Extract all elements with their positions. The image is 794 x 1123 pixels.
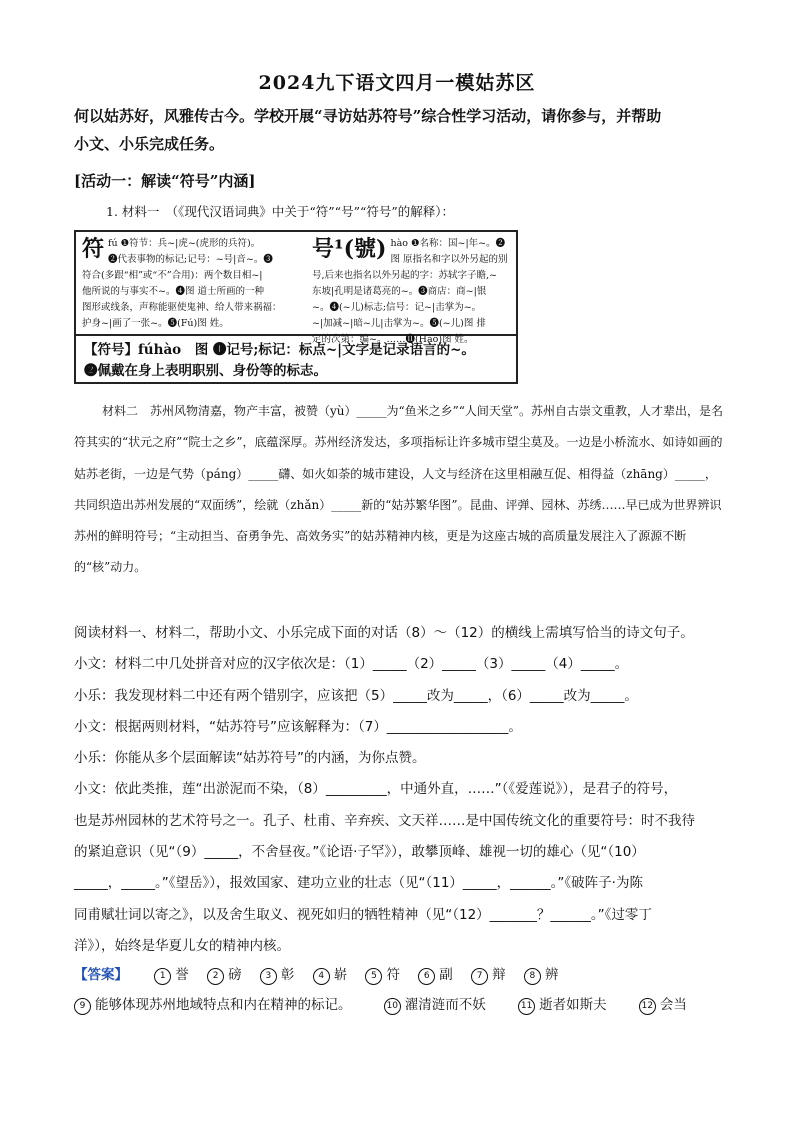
answer-item (365, 960, 400, 990)
material-2-paragraph: 材料二 苏州风物清嘉，物产丰富，被赞（yù）_____为“鱼米之乡”“人间天堂”。苏州自古崇文重教，人才辈出，是名符其实的“状元之府”“院士之乡”，底蕴深厚。苏州经济发达，多项指标让许多城市望尘莫及。一边是小桥流水、如诗如画的姑苏老街，一边是气势（páng）_____礴、如火如荼的城市建设，人文与经济在这里相融互促、相得益（zhāng）_____，共同织造出苏州发展的“双面绣”，绘就（zhǎn）_____新的“姑苏繁华图”。昆曲、评弹、园林、苏绣……早已成为世界辨识苏州的鲜明符号；“主动担当、奋勇争先、高效务实”的姑苏精神内核，更是为这座古城的高质量发展注入了源源不断的“核”动力。 (74, 404, 724, 575)
dialogue-line: 同甫赋壮词以寄之》，以及舍生取义、视死如归的牺牲精神（见“（12）_______？______。”《过零丁 (74, 906, 652, 923)
answer-text: 辩 (492, 967, 506, 983)
answer-number: 5 (365, 968, 382, 985)
entry-line: 东坡|孔明是诸葛亮的~。❸商店：商~|银 (312, 286, 487, 297)
answer-item (260, 960, 295, 990)
answer-number: 8 (524, 968, 541, 985)
entry-line: hào ❶名称：国~|年~。❷ (390, 238, 506, 249)
dialogue-line: 小乐：你能从多个层面解读“姑苏符号”的内涵，为你点赞。 (74, 750, 426, 767)
answer-item (418, 960, 453, 990)
answer-number: 11 (518, 998, 535, 1015)
dialogue-line: 小文：依此类推，莲“出淤泥而不染，（8）_________，中通外直，……”（《爱莲说》），是君子的符号， (74, 781, 678, 798)
answer-item (207, 960, 242, 990)
activity-heading: [活动一：解读“符号”内涵] (74, 172, 256, 190)
dialogue-section (74, 618, 734, 962)
dialogue-line: 的紧迫意识（见“（9）_____，不舍昼夜。”《论语·子罕》），敢攀顶峰、雄视一切的雄心（见“（10） (74, 844, 645, 861)
answer-item (524, 960, 559, 990)
entry-line: ❷佩戴在身上表明职别、身份等的标志。 (84, 363, 327, 379)
answer-number: 12 (639, 998, 656, 1015)
answer-item (471, 960, 506, 990)
answer-text: 会当 (659, 997, 687, 1013)
page-title: 2024九下语文四月一模姑苏区 (258, 72, 536, 94)
entry-char-hao: 号¹(號) (312, 236, 387, 262)
answer-text: 濯清涟而不妖 (404, 997, 486, 1013)
answer-label: 【答案】 (74, 967, 128, 983)
intro-line: 何以姑苏好，风雅传古今。学校开展“寻访姑苏符号”综合性学习活动，请你参与，并帮助 (74, 107, 662, 125)
answer-section (74, 960, 734, 1020)
answer-number: 1 (154, 968, 171, 985)
entry-char-fu: 符 (82, 236, 105, 262)
answer-text: 逝者如斯夫 (539, 997, 607, 1013)
entry-line: 定的次第：编~。……⓫(Hào)图 姓。 (312, 334, 474, 345)
answer-number: 2 (207, 968, 224, 985)
dictionary-excerpt-image (74, 230, 518, 384)
answer-row-2 (74, 990, 734, 1020)
answer-text: 辨 (544, 967, 559, 983)
answer-text: 崭 (333, 967, 348, 983)
dialogue-line: 小乐：我发现材料二中还有两个错别字，应该把（5）_____改为_____，（6）_____改为_____。 (74, 687, 638, 704)
entry-hao (312, 236, 512, 348)
answer-item (154, 960, 189, 990)
answer-number: 9 (74, 998, 91, 1015)
entry-line: 符合(多跟“相”或“不”合用)：两个数目相~| (82, 270, 263, 281)
answer-number: 6 (418, 968, 435, 985)
entry-line: 【符号】fúhào 图 ❶记号;标记：标点~|文字是记录语言的~。 (84, 342, 475, 358)
answer-text: 符 (386, 967, 400, 983)
answer-item (74, 990, 352, 1020)
answer-item (639, 990, 687, 1020)
answer-item (518, 990, 607, 1020)
answer-text: 誉 (175, 967, 189, 983)
entry-fu (82, 236, 304, 332)
question-1-label: 1. 材料一 （《现代汉语词典》中关于“符”“号”“符号”的解释）： (106, 204, 454, 219)
entry-fuhao (84, 340, 510, 382)
entry-line: ❷代表事物的标记;记号：~号|音~。❸ (108, 254, 273, 265)
answer-text: 彰 (280, 967, 295, 983)
dialogue-line: 洋》），始终是华夏儿女的精神内核。 (74, 937, 290, 954)
answer-text: 副 (439, 967, 453, 983)
intro-line: 小文、小乐完成任务。 (74, 135, 225, 153)
answer-number: 10 (384, 998, 401, 1015)
dictionary-entries (76, 232, 516, 345)
entry-line: 护身~|画了一张~。❺(Fú)图 姓。 (82, 318, 229, 329)
entry-line: fú ❶符节：兵~|虎~(虎形的兵符)。 (108, 238, 261, 249)
answer-number: 3 (260, 968, 277, 985)
answer-text: 磅 (228, 967, 242, 983)
answer-item (313, 960, 348, 990)
answer-number: 4 (313, 968, 330, 985)
dialogue-line: 也是苏州园林的艺术符号之一。孔子、杜甫、辛弃疾、文天祥……是中国传统文化的重要符号：时不我待 (74, 812, 695, 829)
answer-row-1 (74, 960, 734, 990)
dialogue-line: _____，_____。”《望岳》），报效国家、建功立业的壮志（见“（11）_____，______。”《破阵子·为陈 (74, 875, 643, 892)
answer-text: 能够体现苏州地域特点和内在精神的标记。 (95, 997, 352, 1013)
dialogue-line: 小文：根据两则材料，“姑苏符号”应该解释为：（7）__________________。 (74, 718, 522, 735)
dialogue-line: 小文：材料二中几处拼音对应的汉字依次是：（1）_____（2）_____（3）_____（4）_____。 (74, 656, 629, 673)
entry-line: 他所说的与事实不~。❹图 道士所画的一种 (82, 286, 264, 297)
answer-item (384, 990, 486, 1020)
entry-line: ~|加减~|暗~儿|击掌为~。❺(~儿)图 排 (312, 318, 486, 329)
entry-line: 图形或线条，声称能驱使鬼神、给人带来祸福： (82, 302, 282, 313)
intro-paragraph (74, 102, 734, 158)
entry-line: ~。❹(~儿)标志;信号：记~|击掌为~。 (312, 302, 482, 313)
entry-line: 号,后来也指名以外另起的字：苏轼字子瞻,~ (312, 270, 498, 281)
entry-line: 图 原指名和字以外另起的别 (390, 254, 508, 265)
dialogue-line: 阅读材料一、材料二，帮助小文、小乐完成下面的对话（8）～（12）的横线上需填写恰当的诗文句子。 (74, 625, 694, 641)
answer-number: 7 (471, 968, 488, 985)
